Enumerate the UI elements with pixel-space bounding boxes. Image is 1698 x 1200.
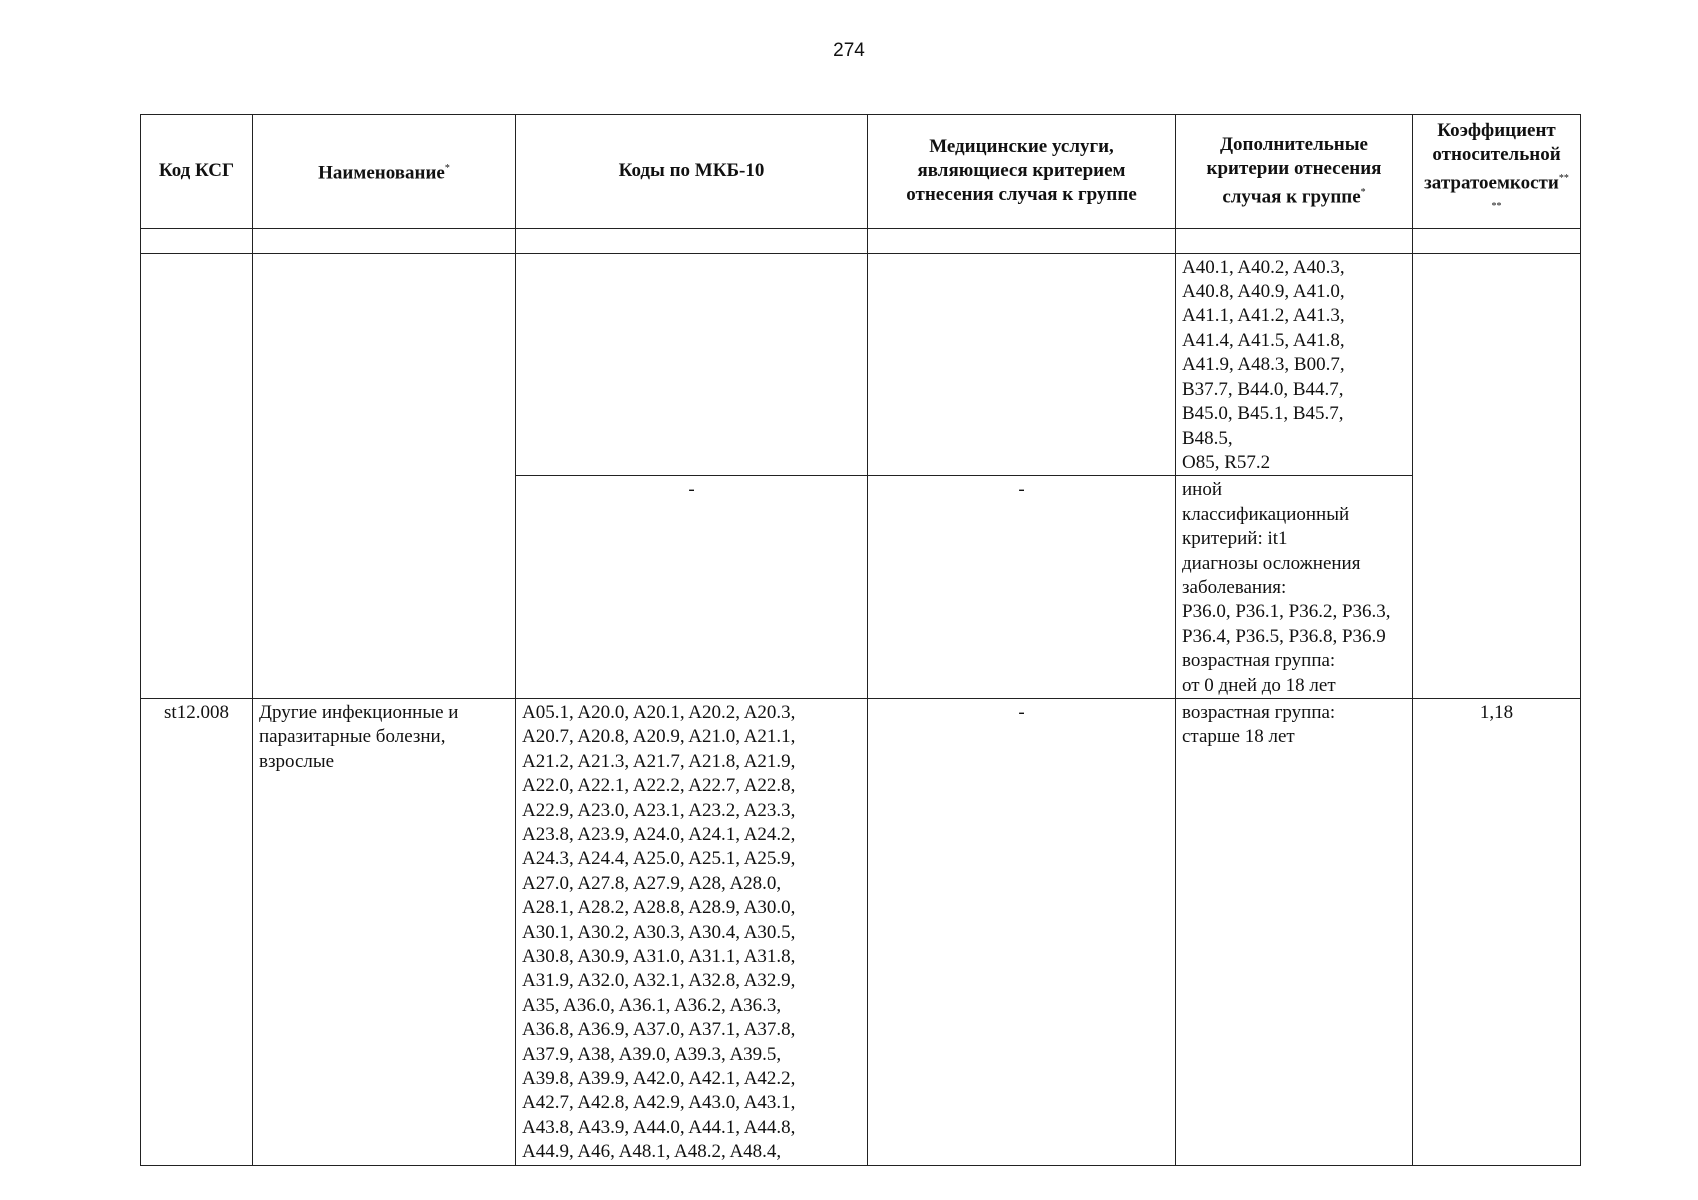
header-criteria: Дополнительные критерии отнесения случая к группе* bbox=[1176, 115, 1413, 229]
cell-icd bbox=[516, 253, 868, 476]
cell-services bbox=[868, 253, 1176, 476]
table-spacer-row bbox=[141, 228, 1581, 253]
cell-code-empty bbox=[141, 253, 253, 698]
table-row bbox=[141, 253, 1581, 476]
cell-name: Другие инфекционные и паразитарные болезни, взрослые bbox=[253, 698, 516, 1165]
cell-services: - bbox=[868, 698, 1176, 1165]
cell-coef: 1,18 bbox=[1413, 698, 1581, 1165]
header-coef: Коэффициент относительной затратоемкости** ** bbox=[1413, 115, 1581, 229]
cell-criteria: возрастная группа: старше 18 лет bbox=[1176, 698, 1413, 1165]
cell-icd: A05.1, A20.0, A20.1, A20.2, A20.3, A20.7, A20.8, A20.9, A21.0, A21.1, A21.2, A21.3, A21.7, A21.8, A21.9, A22.0, A22.1, A22.2, A22.7, A22.8, A22.9, A23.0, A23.1, A23.2, A23.3, A23.8, A23.9, A24.0, A24.1, A24.2, A24.3, A24.4, A25.0, A25.1, A25.9, A27.0, A27.8, A27.9, A28, A28.0, A28.1, A28.2, A28.8, A28.9, A30.0, A30.1, A30.2, A30.3, A30.4, A30.5, A30.8, A30.9, A31.0, A31.1, A31.8, A31.9, A32.0, A32.1, A32.8, A32.9, A35, A36.0, A36.1, A36.2, A36.3, A36.8, A36.9, A37.0, A37.1, A37.8, A37.9, A38, A39.0, A39.3, A39.5, A39.8, A39.9, A42.0, A42.1, A42.2, A42.7, A42.8, A42.9, A43.0, A43.1, A43.8, A43.9, A44.0, A44.1, A44.8, A44.9, A46, A48.1, A48.2, A48.4, bbox=[516, 698, 868, 1165]
cell-criteria: иной классификационный критерий: it1 диагнозы осложнения заболевания: P36.0, P36.1, P36.2, P36.3, P36.4, P36.5, P36.8, P36.9 возрастная группа: от 0 дней до 18 лет bbox=[1176, 476, 1413, 699]
header-services: Медицинские услуги, являющиеся критерием отнесения случая к группе bbox=[868, 115, 1176, 229]
cell-criteria: A40.1, A40.2, A40.3, A40.8, A40.9, A41.0, A41.1, A41.2, A41.3, A41.4, A41.5, A41.8, A41.9, A48.3, B00.7, B37.7, B44.0, B44.7, B45.0, B45.1, B45.7, B48.5, O85, R57.2 bbox=[1176, 253, 1413, 476]
header-icd: Коды по МКБ-10 bbox=[516, 115, 868, 229]
table-header-row bbox=[141, 115, 1581, 229]
cell-coef-empty bbox=[1413, 253, 1581, 698]
table-row bbox=[141, 698, 1581, 1165]
header-name: Наименование* bbox=[253, 115, 516, 229]
header-code: Код КСГ bbox=[141, 115, 253, 229]
cell-code: st12.008 bbox=[141, 698, 253, 1165]
page-number: 274 bbox=[833, 40, 865, 61]
cell-services: - bbox=[868, 476, 1176, 699]
cell-name-empty bbox=[253, 253, 516, 698]
cell-icd: - bbox=[516, 476, 868, 699]
ksg-table bbox=[140, 114, 1581, 1166]
